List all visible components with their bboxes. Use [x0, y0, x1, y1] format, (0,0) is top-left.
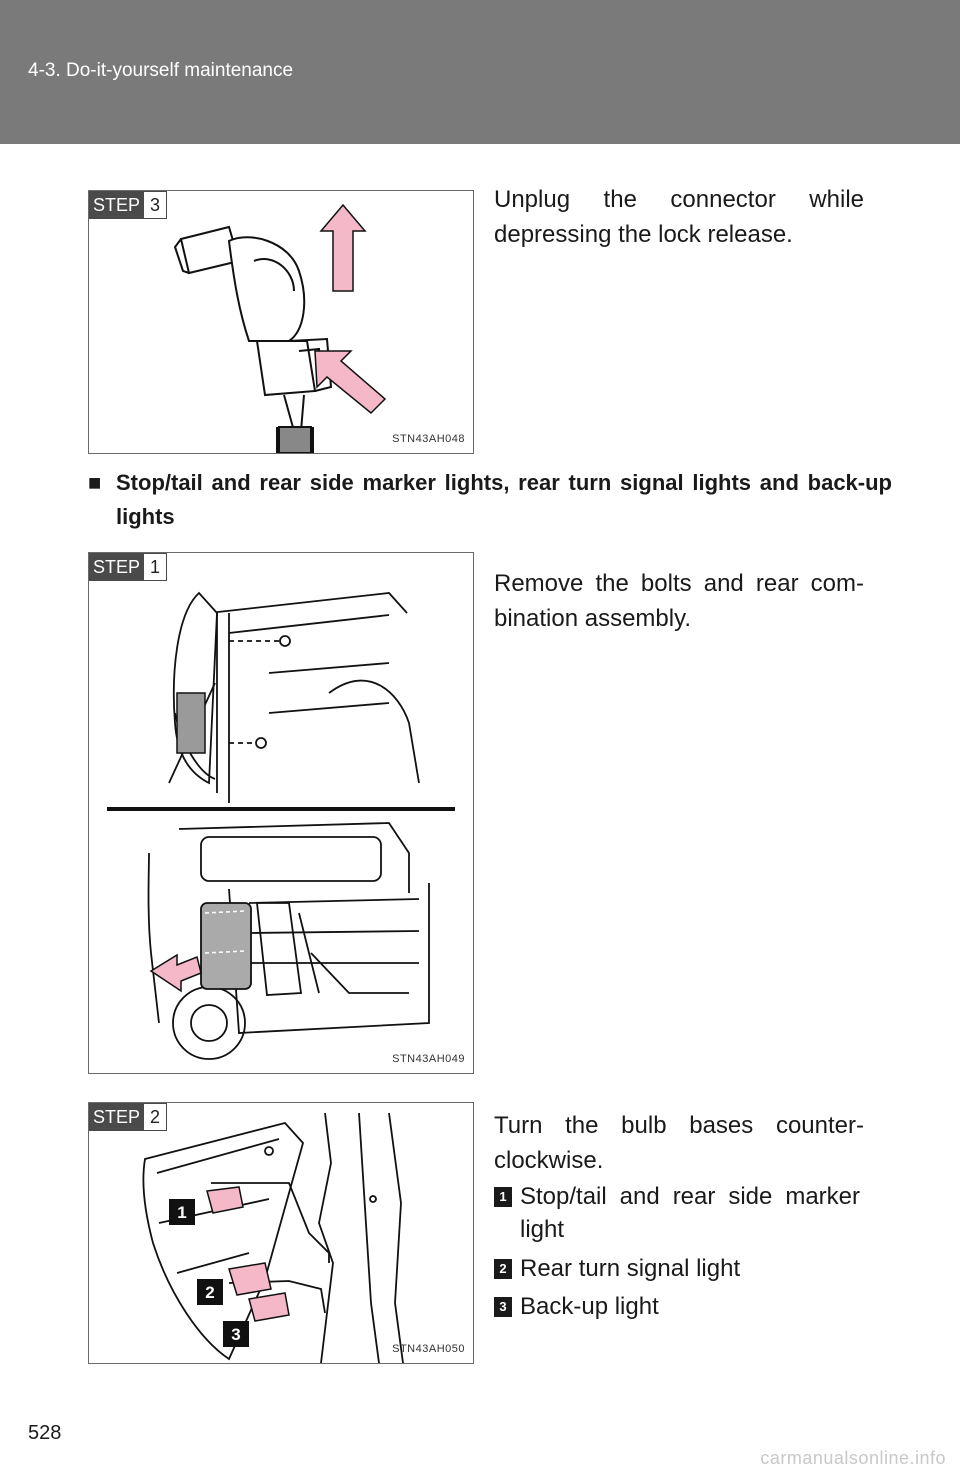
figure-step1-assembly [88, 552, 474, 1074]
legend-item [494, 1180, 860, 1246]
figure-code: STN43AH048 [392, 433, 465, 445]
connector-illustration [89, 191, 473, 453]
legend-label: Back-up light [520, 1293, 659, 1320]
step-badge [89, 553, 167, 581]
legend-number: 3 [494, 1297, 512, 1317]
step-label: STEP [89, 1103, 144, 1131]
step-badge [89, 1103, 167, 1131]
figure-step3-connector [88, 190, 474, 454]
legend-number: 2 [494, 1259, 512, 1279]
callout-1-label: 1 [177, 1203, 187, 1222]
legend-label: Rear turn signal light [520, 1255, 741, 1282]
step-number: 3 [144, 191, 167, 219]
legend-number: 1 [494, 1187, 512, 1207]
legend-item [494, 1252, 740, 1285]
section-subheading [88, 466, 892, 534]
step-label: STEP [89, 191, 144, 219]
subheading-text: Stop/tail and rear side marker lights, rear turn signal lights and back-up lights [116, 470, 892, 529]
page-number: 528 [28, 1422, 62, 1444]
callout-3-label: 3 [231, 1325, 241, 1344]
figure-code: STN43AH050 [392, 1343, 465, 1355]
square-bullet-icon: ■ [88, 470, 102, 495]
page-header [0, 0, 960, 144]
step-number: 2 [144, 1103, 167, 1131]
legend-label: Stop/tail and rear side marker light [520, 1183, 860, 1243]
rear-combination-illustration [89, 553, 473, 1073]
watermark: carmanualsonline.info [760, 1448, 946, 1468]
figure-step2-bulbs [88, 1102, 474, 1364]
step-label: STEP [89, 553, 144, 581]
callout-2-label: 2 [205, 1283, 215, 1302]
step-number: 1 [144, 553, 167, 581]
figure-code: STN43AH049 [392, 1053, 465, 1065]
step-badge [89, 191, 167, 219]
instruction-unplug: Unplug the connector while depressing the lock release. [494, 186, 864, 248]
legend-item [494, 1290, 659, 1323]
bulb-bases-illustration [89, 1103, 473, 1363]
instruction-turn: Turn the bulb bases counterclockwise. [494, 1112, 864, 1174]
instruction-remove: Remove the bolts and rear combination assembly. [494, 570, 864, 632]
section-title: 4-3. Do-it-yourself maintenance [28, 60, 294, 81]
